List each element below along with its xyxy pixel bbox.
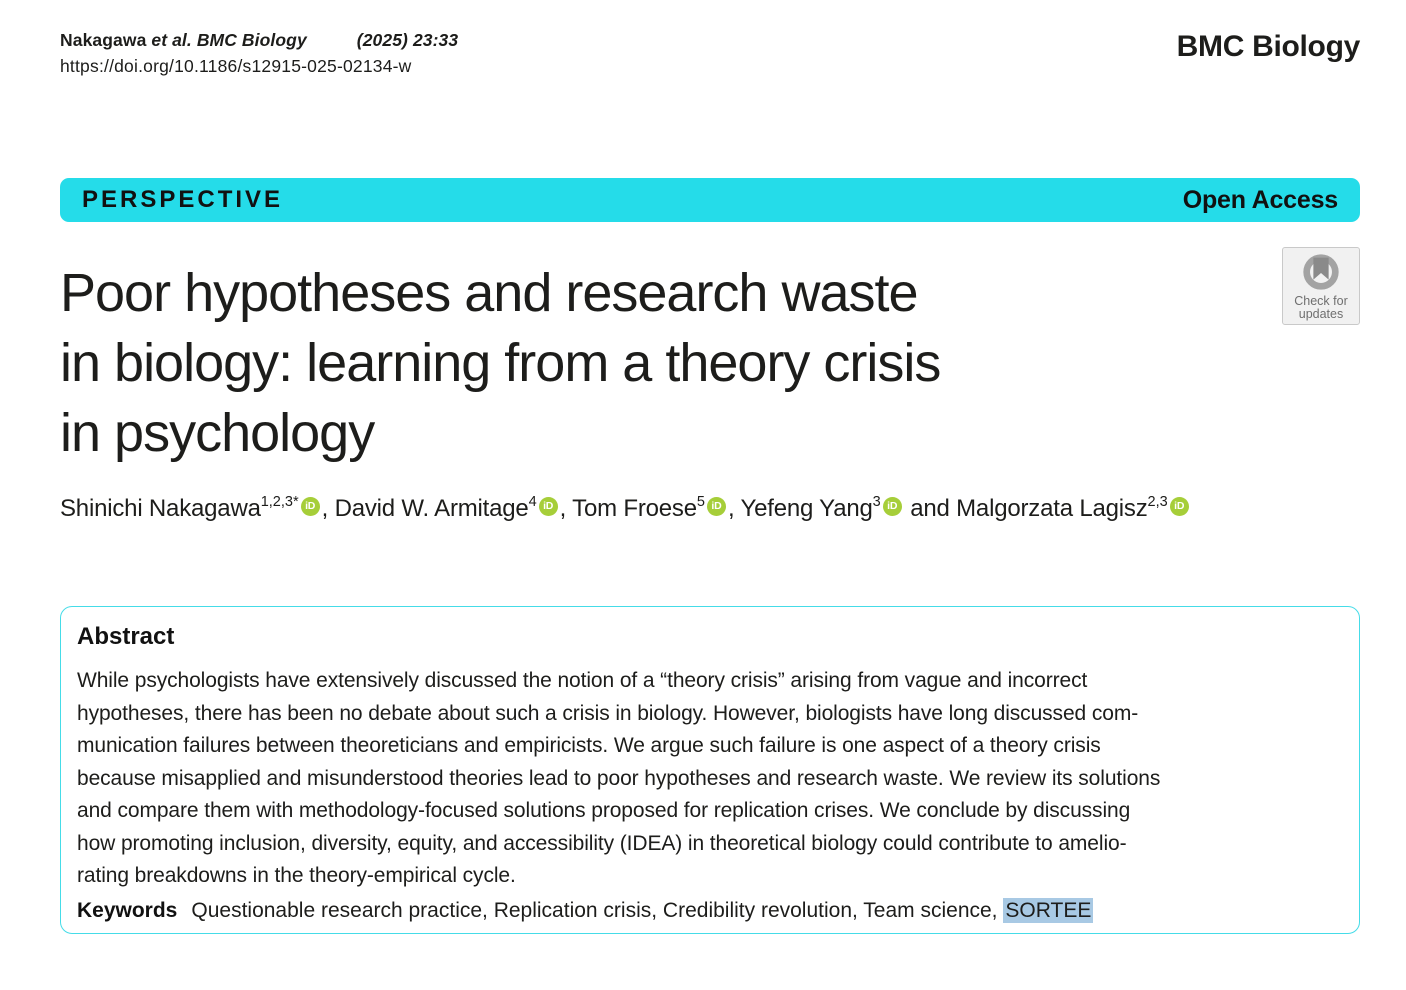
author-name: Shinichi Nakagawa (60, 495, 261, 522)
citation-line (60, 30, 458, 51)
journal-logo: BMC Biology (1176, 30, 1360, 63)
author (956, 495, 1191, 522)
check-for-updates-badge[interactable] (1282, 247, 1360, 325)
author-name: Malgorzata Lagisz (956, 495, 1148, 522)
author-name: Tom Froese (572, 495, 697, 522)
article-type-banner (60, 178, 1360, 222)
author-separator: , (727, 495, 741, 522)
orcid-icon[interactable]: iD (883, 497, 902, 516)
abstract-body-line: munication failures between theoreticians and empiricists. We argue such failure is one aspect of a theory crisis (77, 734, 1101, 757)
article-title-line: in psychology (60, 403, 375, 463)
author-separator: and (903, 495, 957, 522)
doi-link[interactable]: https://doi.org/10.1186/s12915-025-02134-w (60, 56, 412, 76)
keywords-text: Questionable research practice, Replication crisis, Credibility revolution, Team science, (191, 898, 1004, 922)
article-title (60, 258, 1360, 468)
abstract-box (60, 606, 1360, 934)
author-affiliation-superscript: 3 (872, 494, 881, 510)
author (60, 495, 335, 522)
citation-block (60, 30, 458, 77)
citation-journal: et al. BMC Biology (151, 30, 307, 50)
keywords-label: Keywords (77, 898, 178, 922)
author-separator: , (559, 495, 573, 522)
author-affiliation-superscript: 2,3 (1147, 494, 1168, 510)
orcid-icon[interactable]: iD (707, 497, 726, 516)
abstract-body-line: and compare them with methodology-focused solutions proposed for replication crises. We conclude by discussing (77, 799, 1131, 822)
crossmark-bookmark-icon (1300, 251, 1342, 293)
orcid-icon[interactable]: iD (301, 497, 320, 516)
author-affiliation-superscript: 4 (528, 494, 537, 510)
citation-author: Nakagawa (60, 30, 152, 50)
author-affiliation-superscript: 5 (696, 494, 705, 510)
author (572, 495, 740, 522)
author (335, 495, 573, 522)
orcid-icon[interactable]: iD (539, 497, 558, 516)
page-header (0, 0, 1406, 77)
orcid-icon[interactable]: iD (1170, 497, 1189, 516)
author-affiliation-superscript: 1,2,3* (260, 494, 299, 510)
abstract-body-line: While psychologists have extensively discussed the notion of a “theory crisis” arising from vague and incorrect (77, 669, 1088, 692)
abstract-heading: Abstract (77, 623, 175, 650)
article-type-label: PERSPECTIVE (82, 186, 284, 213)
abstract-body-line: because misapplied and misunderstood theories lead to poor hypotheses and research waste. We review its solutions (77, 766, 1161, 790)
check-for-updates-line2: updates (1298, 307, 1344, 321)
abstract-body-line: how promoting inclusion, diversity, equity, and accessibility (IDEA) in theoretical biology could contribute to amelio- (77, 831, 1127, 855)
author-separator: , (321, 495, 335, 522)
author-name: Yefeng Yang (740, 495, 873, 522)
open-access-label: Open Access (1182, 185, 1338, 214)
author-name: David W. Armitage (334, 495, 529, 522)
abstract-body-line: rating breakdowns in the theory-empirical cycle. (77, 864, 516, 887)
check-for-updates-text (1294, 295, 1348, 322)
keywords-line (77, 899, 1341, 923)
check-for-updates-line1: Check for (1294, 293, 1348, 308)
article-title-line: in biology: learning from a theory crisis (60, 333, 941, 393)
citation-issue: (2025) 23:33 (356, 30, 459, 50)
keyword-highlighted-sortee: SORTEE (1005, 898, 1092, 922)
author (740, 495, 956, 522)
article-title-line: Poor hypotheses and research waste (60, 263, 918, 323)
abstract-body (77, 665, 1341, 893)
abstract-body-line: hypotheses, there has been no debate about such a crisis in biology. However, biologists have long discussed com- (77, 701, 1139, 725)
author-list (60, 484, 1360, 528)
